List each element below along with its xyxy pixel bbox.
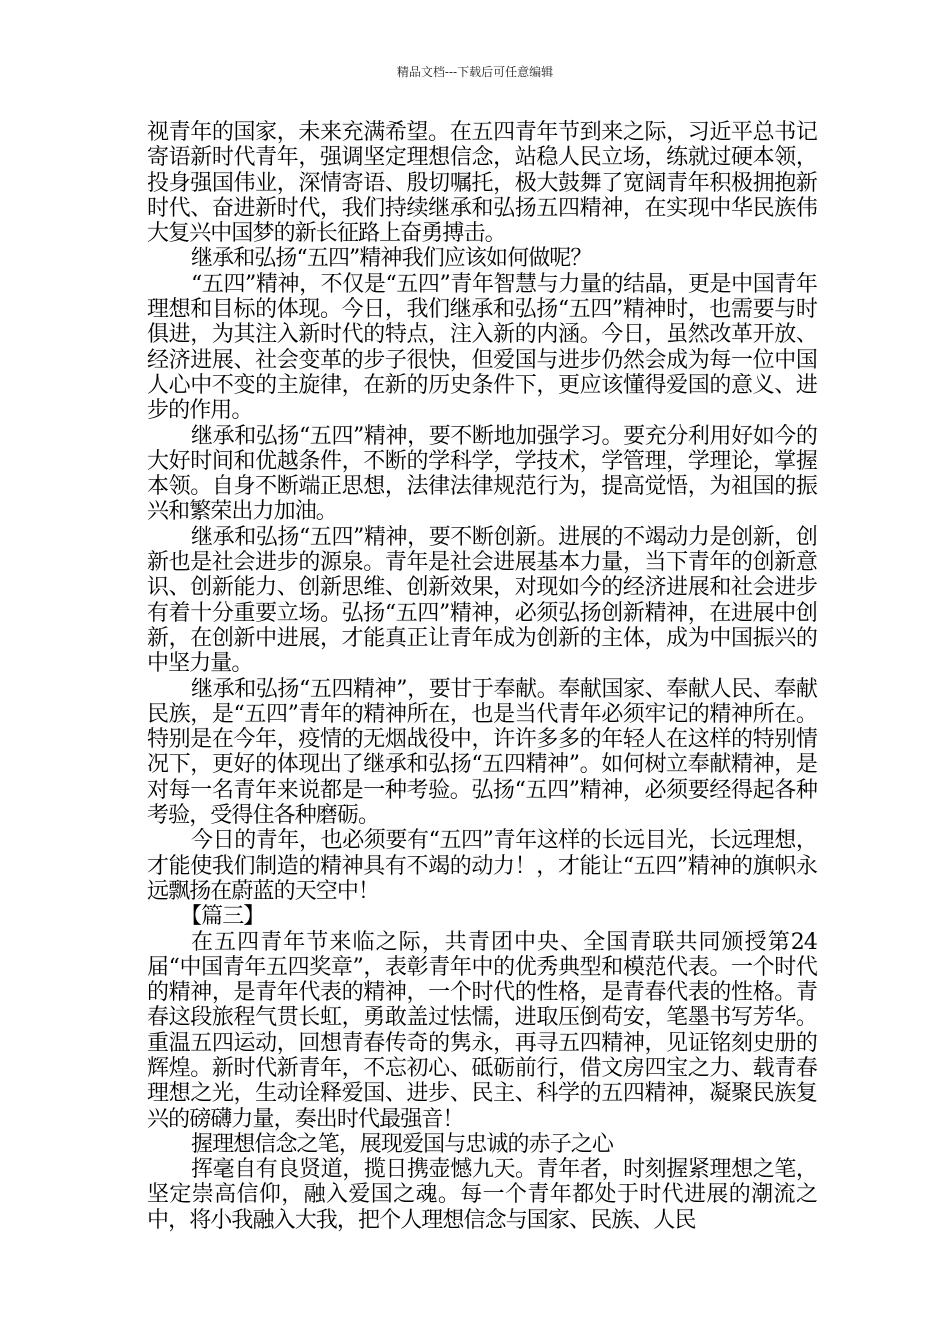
paragraph: 挥毫自有良贤道，揽日携壶憾九天。青年者，时刻握紧理想之笔，坚定崇高信仰，融入爱国之魂。每一个青年都处于时代进展的潮流之中，将小我融入大我，把个人理想信念与国家、民族、人民 (147, 1157, 817, 1233)
paragraph: “五四”精神，不仅是“五四”青年智慧与力量的结晶，更是中国青年理想和目标的体现。今日，我们继承和弘扬“五四”精神时，也需要与时俱进，为其注入新时代的特点，注入新的内涵。今日，虽然改革开放、经济进展、社会变革的步子很快，但爱国与进步仍然会成为每一位中国人心中不变的主旋律，在新的历史条件下，更应该懂得爱国的意义、进步的作用。 (147, 271, 817, 424)
paragraph: 继承和弘扬“五四”精神，要不断创新。进展的不竭动力是创新，创新也是社会进步的源泉。青年是社会进展基本力量，当下青年的创新意识、创新能力、创新思维、创新效果，对现如今的经济进展和社会进步有着十分重要立场。弘扬“五四”精神，必须弘扬创新精神，在进展中创新，在创新中进展，才能真正让青年成为创新的主体，成为中国振兴的中坚力量。 (147, 524, 817, 677)
document-body (147, 120, 817, 1233)
paragraph: 在五四青年节来临之际，共青团中央、全国青联共同颁授第24届“中国青年五四奖章”，表彰青年中的优秀典型和模范代表。一个时代的精神，是青年代表的精神，一个时代的性格，是青春代表的性格。青春这段旅程气贯长虹，勇敢盖过怯懦，进取压倒苟安，笔墨书写芳华。重温五四运动，回想青春传奇的隽永，再寻五四精神，见证铭刻史册的辉煌。新时代新青年，不忘初心、砥砺前行，借文房四宝之力、载青春理想之光，生动诠释爱国、进步、民主、科学的五四精神，凝聚民族复兴的磅礴力量，奏出时代最强音！ (147, 929, 817, 1132)
section-heading: 【篇三】 (180, 904, 265, 930)
paragraph: 今日的青年，也必须要有“五四”青年这样的长远目光，长远理想，才能使我们制造的精神具有不竭的动力！，才能让“五四”精神的旗帜永远飘扬在蔚蓝的天空中！ (147, 828, 817, 904)
paragraph: 继承和弘扬“五四精神”，要甘于奉献。奉献国家、奉献人民、奉献民族，是“五四”青年的精神所在，也是当代青年必须牢记的精神所在。特别是在今年，疫情的无烟战役中，许许多多的年轻人在这样的特别情况下，更好的体现出了继承和弘扬“五四精神”。如何树立奉献精神，是对每一名青年来说都是一种考验。弘扬“五四”精神，必须要经得起各种考验，受得住各种磨砺。 (147, 676, 817, 829)
subheading: 握理想信念之笔，展现爱国与忠诚的赤子之心 (191, 1131, 614, 1157)
paragraph: 视青年的国家，未来充满希望。在五四青年节到来之际，习近平总书记寄语新时代青年，强调坚定理想信念，站稳人民立场，练就过硬本领，投身强国伟业，深情寄语、殷切嘱托，极大鼓舞了宽阔青年积极拥抱新时代、奋进新时代，我们持续继承和弘扬五四精神，在实现中华民族伟大复兴中国梦的新长征路上奋勇搏击。 (147, 120, 817, 247)
page-header: 精品文档---下载后可任意编辑 (396, 65, 554, 79)
paragraph: 继承和弘扬“五四”精神我们应该如何做呢？ (191, 246, 592, 272)
paragraph: 继承和弘扬“五四”精神，要不断地加强学习。要充分利用好如今的大好时间和优越条件，不断的学科学，学技术，学管理，学理论，掌握本领。自身不断端正思想，法律法律规范行为，提高觉悟，为祖国的振兴和繁荣出力加油。 (147, 423, 817, 525)
